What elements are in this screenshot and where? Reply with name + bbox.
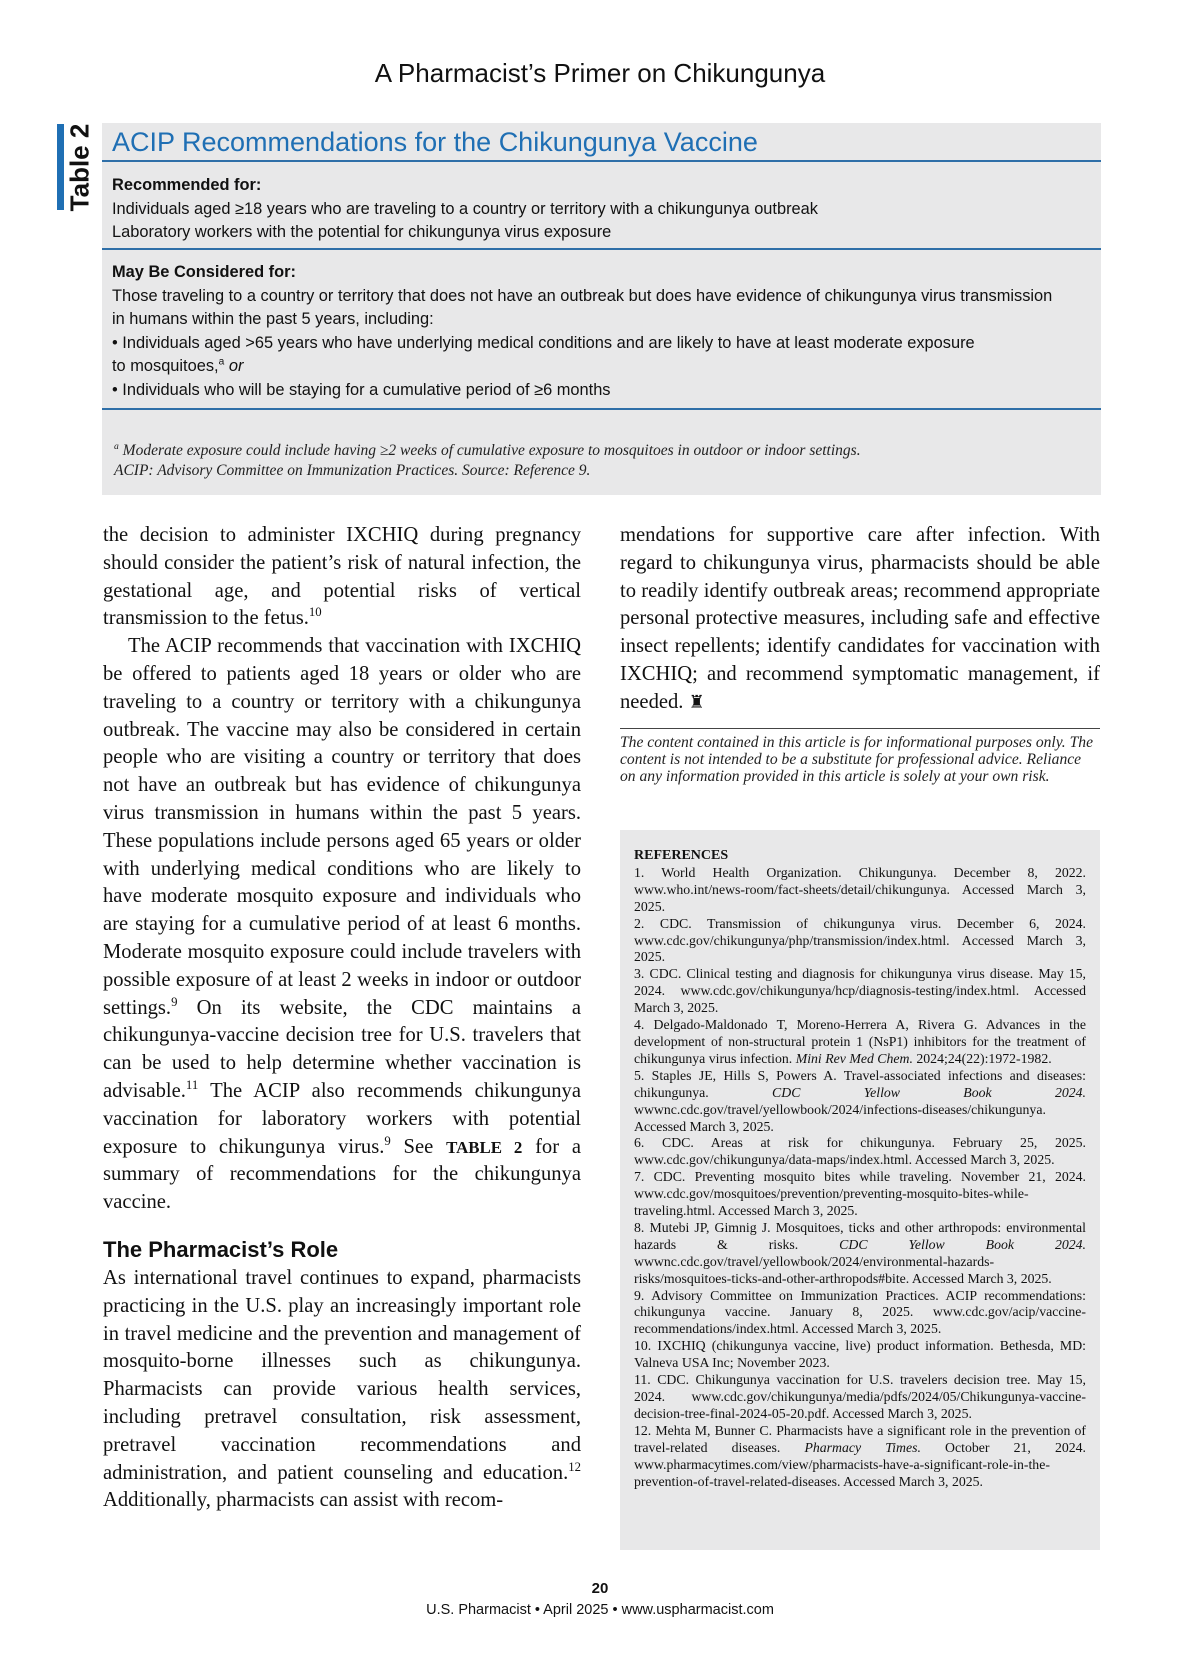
paragraph: The ACIP recommends that vaccination with IXCHIQ be offered to patients aged 18 years or older who are traveling to a country or territory with a chikungunya outbreak. The vaccine may also be considered in certain people who are visiting a country or territory that does not have an outbreak but has evidence of chikungunya virus transmission in humans within the past 5 years. These populations include persons aged 65 years or older with underlying medical conditions who are likely to have moderate mosquito exposure and individuals who are staying for a cumulative period of at least 6 months. Moderate mosquito exposure could include travelers with possible exposure of at least 2 weeks in indoor or outdoor settings.$^9$ On its website, the CDC maintains a chikungunya-vaccine decision tree for U.S. travelers that can be used to help determine whether vaccination is advisable.$^{11}$ The ACIP also recommends chikungunya vaccination for laboratory workers with potential exposure to chikungunya virus.$^9$ See TABLE 2 for a summary of recommendations for the chikungunya vaccine. <box>103 635 581 1214</box>
disclaimer: The content contained in this article is for informational purposes only. The content is not intended to be a substitute for professional advice. Reliance on any information provided in this article is solely at your own risk. <box>620 728 1100 785</box>
reference-item: 7. CDC. Preventing mosquito bites while traveling. November 21, 2024. www.cdc.gov/mosquitoes/prevention/preventing-mosquito-bites-while-traveling.html. Accessed March 3, 2025. <box>634 1169 1086 1219</box>
references-heading: REFERENCES <box>634 848 729 863</box>
reference-item: 2. CDC. Transmission of chikungunya virus. December 6, 2024. www.cdc.gov/chikungunya/php/transmission/index.html. Accessed March 3, 2025. <box>634 915 1086 965</box>
references-box <box>620 830 1100 1550</box>
footnote-a: $^a$ Moderate exposure could include having ≥2 weeks of cumulative exposure to mosquitoes in outdoor or indoor settings. <box>114 440 861 459</box>
section-heading: The Pharmacist’s Role <box>103 1236 339 1262</box>
right-column <box>620 522 1100 717</box>
table-title-rule <box>102 160 1101 162</box>
recommended-line: Individuals aged ≥18 years who are traveling to a country or territory with a chikungunya outbreak <box>112 199 818 218</box>
footer-masthead: U.S. Pharmacist • April 2025 • www.uspharmacist.com <box>426 1602 774 1618</box>
reference-item: 9. Advisory Committee on Immunization Practices. ACIP recommendations: chikungunya vaccine. January 8, 2025. www.cdc.gov/acip/vaccine-recommendations/index.html. Accessed March 3, 2025. <box>634 1287 1086 1337</box>
table-tab <box>57 124 94 210</box>
page-number: 20 <box>591 1580 609 1597</box>
recommendations-table <box>102 123 1101 495</box>
table-tab-label: Table 2 <box>64 123 95 211</box>
reference-item: 5. Staples JE, Hills S, Powers A. Travel-associated infections and diseases: chikungunya. CDC Yellow Book 2024. wwwnc.cdc.gov/travel/yellowbook/2024/infections-diseases/chikungunya. Accessed March 3, 2025. <box>634 1067 1087 1134</box>
considered-bullet-cont: to mosquitoes,$^a$ or <box>112 356 244 375</box>
reference-item: 8. Mutebi JP, Gimnig J. Mosquitoes, ticks and other arthropods: environmental hazards & risks. CDC Yellow Book 2024. wwwnc.cdc.gov/travel/yellowbook/2024/environmental-hazards-risks/mosquitoes-ticks-and-other-arthropods#bite. Accessed March 3, 2025. <box>634 1219 1086 1286</box>
considered-line: in humans within the past 5 years, including: <box>112 310 434 328</box>
section-rule <box>102 248 1101 250</box>
reference-item: 6. CDC. Areas at risk for chikungunya. February 25, 2025. www.cdc.gov/chikungunya/data-maps/index.html. Accessed March 3, 2025. <box>634 1135 1086 1168</box>
reference-item: 4. Delgado-Maldonado T, Moreno-Herrera A, Rivera G. Advances in the development of non-structural protein 1 (NsP1) inhibitors for the treatment of chikungunya virus infection. Mini Rev Med Chem. 2024;24(22):1972-1982. <box>634 1017 1086 1066</box>
considered-bullet: • Individuals aged >65 years who have underlying medical conditions and are likely to have at least moderate exposure <box>112 333 975 352</box>
paragraph: the decision to administer IXCHIQ during pregnancy should consider the patient’s risk of natural infection, the gestational age, and potential risks of vertical transmission to the fetus.$^{10}$ <box>103 524 581 630</box>
recommended-section <box>112 174 1082 245</box>
reference-item: 3. CDC. Clinical testing and diagnosis for chikungunya virus disease. May 15, 2024. www.cdc.gov/chikungunya/hcp/diagnosis-testing/index.html. Accessed March 3, 2025. <box>634 966 1086 1016</box>
recommended-heading: Recommended for: <box>112 176 262 194</box>
footnote-source: ACIP: Advisory Committee on Immunization Practices. Source: Reference 9. <box>114 462 591 479</box>
considered-heading: May Be Considered for: <box>112 263 296 281</box>
footnote-rule <box>102 408 1101 410</box>
reference-item: 1. World Health Organization. Chikungunya. December 8, 2022. www.who.int/news-room/fact-sheets/detail/chikungunya. Accessed March 3, 2025. <box>634 864 1086 914</box>
considered-line: Those traveling to a country or territory that does not have an outbreak but does have evidence of chikungunya virus transmission <box>112 286 1053 305</box>
running-head: A Pharmacist’s Primer on Chikungunya <box>374 58 826 88</box>
paragraph: As international travel continues to expand, pharmacists practicing in the U.S. play an increasingly important role in travel medicine and the prevention and management of mosquito-borne illnesses such as chikungunya. Pharmacists can provide various health services, including pretravel consultation, risk assessment, pretravel vaccination recommendations and administration, and patient counseling and education.$^{12}$ Additionally, pharmacists can assist with recom- <box>103 1266 581 1512</box>
recommended-line: Laboratory workers with the potential for chikungunya virus exposure <box>112 223 612 241</box>
considered-bullet: • Individuals who will be staying for a cumulative period of ≥6 months <box>112 380 611 399</box>
table-title: ACIP Recommendations for the Chikungunya Vaccine <box>112 127 758 157</box>
end-of-article-icon: ♜ <box>688 691 705 712</box>
reference-item: 11. CDC. Chikungunya vaccination for U.S. travelers decision tree. May 15, 2024. www.cdc.gov/chikungunya/media/pdfs/2024/05/Chikungunya-vaccine-decision-tree-final-2024-05-20.pdf. Accessed March 3, 2025. <box>634 1372 1086 1421</box>
footnote-marker: a <box>218 356 225 368</box>
paragraph: mendations for supportive care after infection. With regard to chikungunya virus, pharmacists should be able to readily identify outbreak areas; recommend appropriate personal protective measures, including safe and effective insect repellents; identify candidates for vaccination with IXCHIQ; and recommend symptomatic management, if needed. ♜ <box>620 524 1100 713</box>
table-footnotes <box>114 441 1084 481</box>
reference-item: 10. IXCHIQ (chikungunya vaccine, live) product information. Bethesda, MD: Valneva USA Inc; November 2023. <box>634 1338 1086 1371</box>
reference-item: 12. Mehta M, Bunner C. Pharmacists have a significant role in the prevention of travel-related diseases. Pharmacy Times. October 21, 2024. www.pharmacytimes.com/view/pharmacists-have-a-significant-role-in-the-prevention-of-travel-related-diseases. Accessed March 3, 2025. <box>634 1422 1087 1489</box>
considered-section <box>112 261 1082 402</box>
table-tab-bar <box>57 124 64 210</box>
left-column <box>103 522 581 1515</box>
references-list <box>634 865 1086 1491</box>
